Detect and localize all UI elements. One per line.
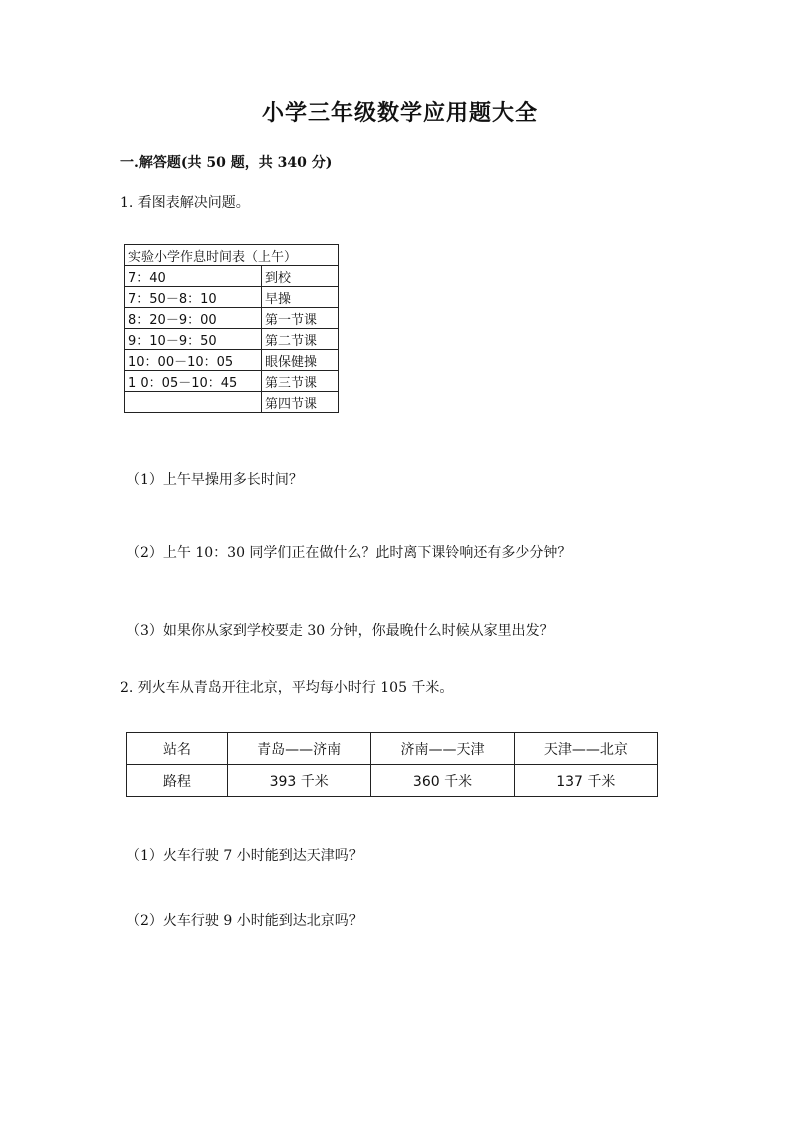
schedule-table-header: 实验小学作息时间表（上午） xyxy=(125,245,339,266)
table-row xyxy=(125,245,339,266)
schedule-activity-cell: 到校 xyxy=(262,266,339,287)
table-row xyxy=(125,329,339,350)
route-value-cell: 393 千米 xyxy=(228,765,371,797)
route-value-cell: 137 千米 xyxy=(514,765,657,797)
table-row xyxy=(125,266,339,287)
question-2-sub-1: （1）火车行驶 7 小时能到达天津吗？ xyxy=(126,848,363,864)
schedule-time-cell: 9：10－9：50 xyxy=(125,329,262,350)
schedule-activity-cell: 第二节课 xyxy=(262,329,339,350)
route-value-cell: 路程 xyxy=(127,765,228,797)
table-row xyxy=(125,350,339,371)
table-row xyxy=(125,308,339,329)
section-heading: 一.解答题(共 50 题，共 340 分) xyxy=(120,155,333,171)
question-2-sub-2: （2）火车行驶 9 小时能到达北京吗？ xyxy=(126,913,363,929)
schedule-time-cell: 7：40 xyxy=(125,266,262,287)
schedule-activity-cell: 第一节课 xyxy=(262,308,339,329)
schedule-activity-cell: 第四节课 xyxy=(262,392,339,413)
schedule-activity-cell: 第三节课 xyxy=(262,371,339,392)
table-row xyxy=(127,765,658,797)
schedule-time-cell: 8：20－9：00 xyxy=(125,308,262,329)
route-header-cell: 济南——天津 xyxy=(371,733,514,765)
question-1-sub-1: （1）上午早操用多长时间？ xyxy=(126,472,303,488)
table-row xyxy=(125,371,339,392)
table-row xyxy=(125,392,339,413)
route-value-cell: 360 千米 xyxy=(371,765,514,797)
schedule-time-cell: 7：50－8：10 xyxy=(125,287,262,308)
route-header-cell: 天津——北京 xyxy=(514,733,657,765)
route-table xyxy=(126,732,658,797)
table-row xyxy=(125,287,339,308)
schedule-time-cell xyxy=(125,392,262,413)
table-row xyxy=(127,733,658,765)
route-header-cell: 青岛——济南 xyxy=(228,733,371,765)
page-title: 小学三年级数学应用题大全 xyxy=(261,100,538,126)
schedule-activity-cell: 早操 xyxy=(262,287,339,308)
schedule-table xyxy=(124,244,339,413)
schedule-activity-cell: 眼保健操 xyxy=(262,350,339,371)
schedule-time-cell: 10：00－10：05 xyxy=(125,350,262,371)
schedule-time-cell: 1 0：05－10：45 xyxy=(125,371,262,392)
question-1-sub-2: （2）上午 10：30 同学们正在做什么？此时离下课铃响还有多少分钟？ xyxy=(126,545,572,561)
question-1-sub-3: （3）如果你从家到学校要走 30 分钟，你最晚什么时候从家里出发？ xyxy=(126,623,554,639)
question-1-prompt: 1. 看图表解决问题。 xyxy=(120,195,250,211)
route-header-cell: 站名 xyxy=(127,733,228,765)
question-2-prompt: 2. 列火车从青岛开往北京，平均每小时行 105 千米。 xyxy=(120,680,454,696)
